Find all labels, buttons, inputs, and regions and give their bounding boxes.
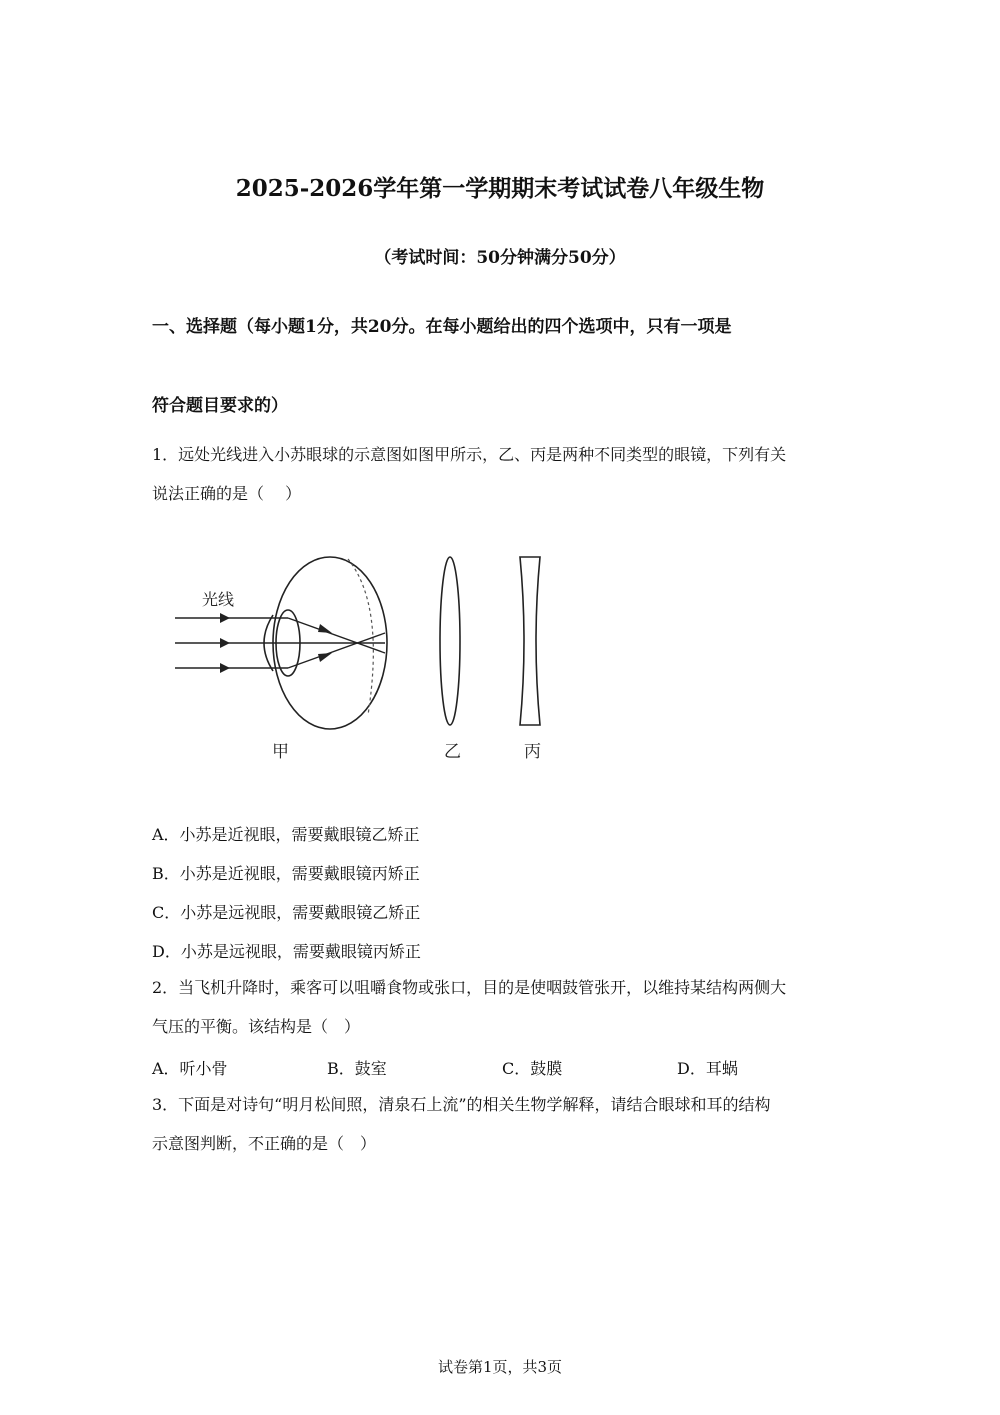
question-2-option-a: A．听小骨 [152, 1059, 228, 1078]
question-3-text-line2: 示意图判断，不正确的是（ ） [152, 1134, 377, 1153]
question-1-text-line2: 说法正确的是（ ） [152, 484, 302, 503]
figure-label-yi: 乙 [444, 742, 461, 762]
convex-lens [440, 557, 460, 725]
question-3-text-line1: 3．下面是对诗句“明月松间照，清泉石上流”的相关生物学解释，请结合眼球和耳的结构 [152, 1095, 771, 1114]
concave-lens [520, 557, 540, 725]
question-2-text-line2: 气压的平衡。该结构是（ ） [152, 1017, 361, 1036]
question-2-option-d: D．耳蜗 [677, 1059, 738, 1078]
figure-label-jia: 甲 [272, 742, 289, 762]
figure-label-bing: 丙 [524, 742, 541, 762]
question-2-option-c: C．鼓膜 [502, 1059, 563, 1078]
eye-lens-figure [170, 545, 570, 770]
question-2-option-b: B．鼓室 [327, 1059, 387, 1078]
exam-info: （考试时间：50分钟满分50分） [374, 248, 626, 268]
section-heading-line2: 符合题目要求的） [152, 396, 288, 416]
question-1-option-c: C．小苏是远视眼，需要戴眼镜乙矫正 [152, 903, 421, 922]
section-heading-line1: 一、选择题（每小题1分，共20分。在每小题给出的四个选项中，只有一项是 [152, 317, 732, 337]
question-1-option-b: B．小苏是近视眼，需要戴眼镜丙矫正 [152, 864, 420, 883]
page-title: 2025-2026学年第一学期期末考试试卷八年级生物 [235, 175, 765, 202]
question-1-text-line1: 1．远处光线进入小苏眼球的示意图如图甲所示，乙、丙是两种不同类型的眼镜，下列有关 [152, 445, 787, 464]
question-2-options [152, 1056, 852, 1079]
light-label: 光线 [202, 590, 235, 609]
question-1-option-d: D．小苏是远视眼，需要戴眼镜丙矫正 [152, 942, 421, 961]
page-footer: 试卷第1页，共3页 [437, 1358, 563, 1376]
question-2-text-line1: 2．当飞机升降时，乘客可以咀嚼食物或张口，目的是使咽鼓管张开，以维持某结构两侧大 [152, 978, 787, 997]
question-1-option-a: A．小苏是近视眼，需要戴眼镜乙矫正 [152, 825, 420, 844]
